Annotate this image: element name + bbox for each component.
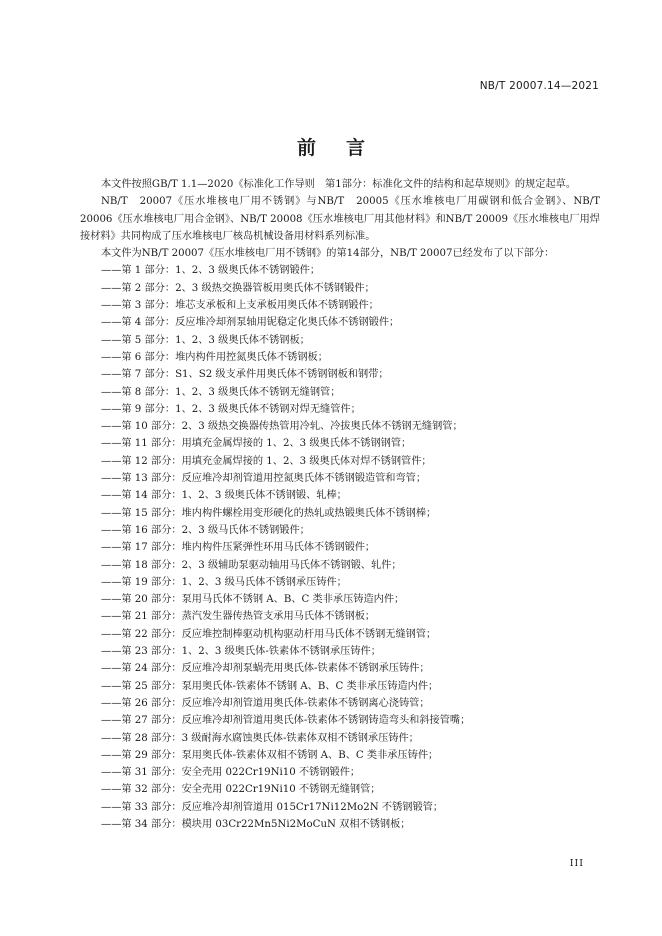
list-item: ——第 7 部分：S1、S2 级支承件用奥氏体不锈钢钢板和钢带； xyxy=(101,369,389,381)
list-item: ——第 22 部分：反应堆控制棒驱动机构驱动杆用马氏体不锈钢无缝钢管； xyxy=(101,628,437,640)
list-item: ——第 27 部分：反应堆冷却剂管道用奥氏体-铁素体不锈钢铸造弯头和斜接管嘴； xyxy=(101,715,471,727)
list-item: ——第 31 部分：安全壳用 022Cr19Ni10 不锈钢锻件； xyxy=(101,767,361,779)
list-item: ——第 8 部分：1、2、3 级奥氏体不锈钢无缝钢管； xyxy=(101,386,341,398)
paragraph: 本文件为NB/T 20007《压水堆核电厂用不锈钢》的第14部分，NB/T 20007已经发布了以下部分： xyxy=(101,248,555,260)
list-item: ——第 19 部分：1、2、3 级马氏体不锈钢承压铸件； xyxy=(101,576,347,588)
list-item: ——第 5 部分：1、2、3 级奥氏体不锈钢板； xyxy=(101,334,310,346)
list-item: ——第 11 部分：用填充金属焊接的 1、2、3 级奥氏体不锈钢钢管； xyxy=(101,438,412,450)
list-item: ——第 3 部分：堆芯支承板和上支承板用奥氏体不锈钢锻件； xyxy=(101,300,379,312)
list-item: ——第 26 部分：反应堆冷却剂管道用奥氏体-铁素体不锈钢离心浇铸管； xyxy=(101,697,430,709)
list-item: ——第 10 部分：2、3 级热交换器传热管用冷轧、冷拔奥氏体不锈钢无缝钢管； xyxy=(101,421,463,433)
list-item: ——第 34 部分：模块用 03Cr22Mn5Ni2MoCuN 双相不锈钢板； xyxy=(101,818,411,830)
list-item: ——第 1 部分：1、2、3 级奥氏体不锈钢锻件； xyxy=(101,265,321,277)
list-item: ——第 32 部分：安全壳用 022Cr19Ni10 不锈钢无缝钢管； xyxy=(101,784,381,796)
list-item: ——第 13 部分：反应堆冷却剂管道用控氮奥氏体不锈钢锻造管和弯管； xyxy=(101,473,427,485)
list-item: ——第 33 部分：反应堆冷却剂管道用 015Cr17Ni12Mo2N 不锈钢锻管； xyxy=(101,801,444,813)
list-item: ——第 20 部分：泵用马氏体不锈钢 A、B、C 类非承压铸造内件； xyxy=(101,594,405,606)
page-number: III xyxy=(569,858,584,869)
list-item: ——第 18 部分：2、3 级辅助泵驱动轴用马氏体不锈钢锻、轧件； xyxy=(101,559,402,571)
list-item: ——第 14 部分：1、2、3 级奥氏体不锈钢锻、轧棒； xyxy=(101,490,347,502)
list-item: ——第 23 部分：1、2、3 级奥氏体-铁素体不锈钢承压铸件； xyxy=(101,646,381,658)
list-item: ——第 9 部分：1、2、3 级奥氏体不锈钢对焊无缝管件； xyxy=(101,403,361,415)
page-title: 前言 xyxy=(296,137,395,159)
list-item: ——第 28 部分：3 级耐海水腐蚀奥氏体-铁素体双相不锈钢承压铸件； xyxy=(101,732,419,744)
foreword-body xyxy=(80,176,600,833)
list-item: ——第 25 部分：泵用奥氏体-铁素体不锈钢 A、B、C 类非承压铸造内件； xyxy=(101,680,439,692)
parts-list xyxy=(80,262,600,833)
list-item: ——第 2 部分：2、3 级热交换器管板用奥氏体不锈钢锻件； xyxy=(101,282,375,294)
list-item: ——第 4 部分：反应堆冷却剂泵轴用铌稳定化奥氏体不锈钢锻件； xyxy=(101,317,400,329)
paragraph: NB/T 20007《压水堆核电厂用不锈钢》与NB/T 20005《压水堆核电厂用碳钢和低合金钢》、NB/T 20006《压水堆核电厂用合金钢》、NB/T 20008《压水堆核电厂用其他材料》和NB/T 20009《压水堆核电厂用焊接材料》共同构成了压水堆核电厂核岛机械设备用材料系列标准。 xyxy=(80,196,600,242)
paragraph: 本文件按照GB/T 1.1—2020《标准化工作导则 第1部分：标准化文件的结构和起草规则》的规定起草。 xyxy=(101,179,577,190)
list-item: ——第 29 部分：泵用奥氏体-铁素体双相不锈钢 A、B、C 类非承压铸件； xyxy=(101,749,439,761)
list-item: ——第 16 部分：2、3 级马氏体不锈钢锻件； xyxy=(101,524,310,536)
standard-number: NB/T 20007.14—2021 xyxy=(479,80,599,92)
list-item: ——第 12 部分：用填充金属焊接的 1、2、3 级奥氏体对焊不锈钢管件； xyxy=(101,455,432,467)
list-item: ——第 6 部分：堆内构件用控氮奥氏体不锈钢板； xyxy=(101,351,328,363)
list-item: ——第 21 部分：蒸汽发生器传热管支承用马氏体不锈钢板； xyxy=(101,611,376,623)
list-item: ——第 15 部分：堆内构件螺栓用变形硬化的热轧或热锻奥氏体不锈钢棒； xyxy=(101,507,437,519)
list-item: ——第 24 部分：反应堆冷却剂泵蜗壳用奥氏体-铁素体不锈钢承压铸件； xyxy=(101,663,430,675)
list-item: ——第 17 部分：堆内构件压紧弹性环用马氏体不锈钢锻件； xyxy=(101,542,376,554)
